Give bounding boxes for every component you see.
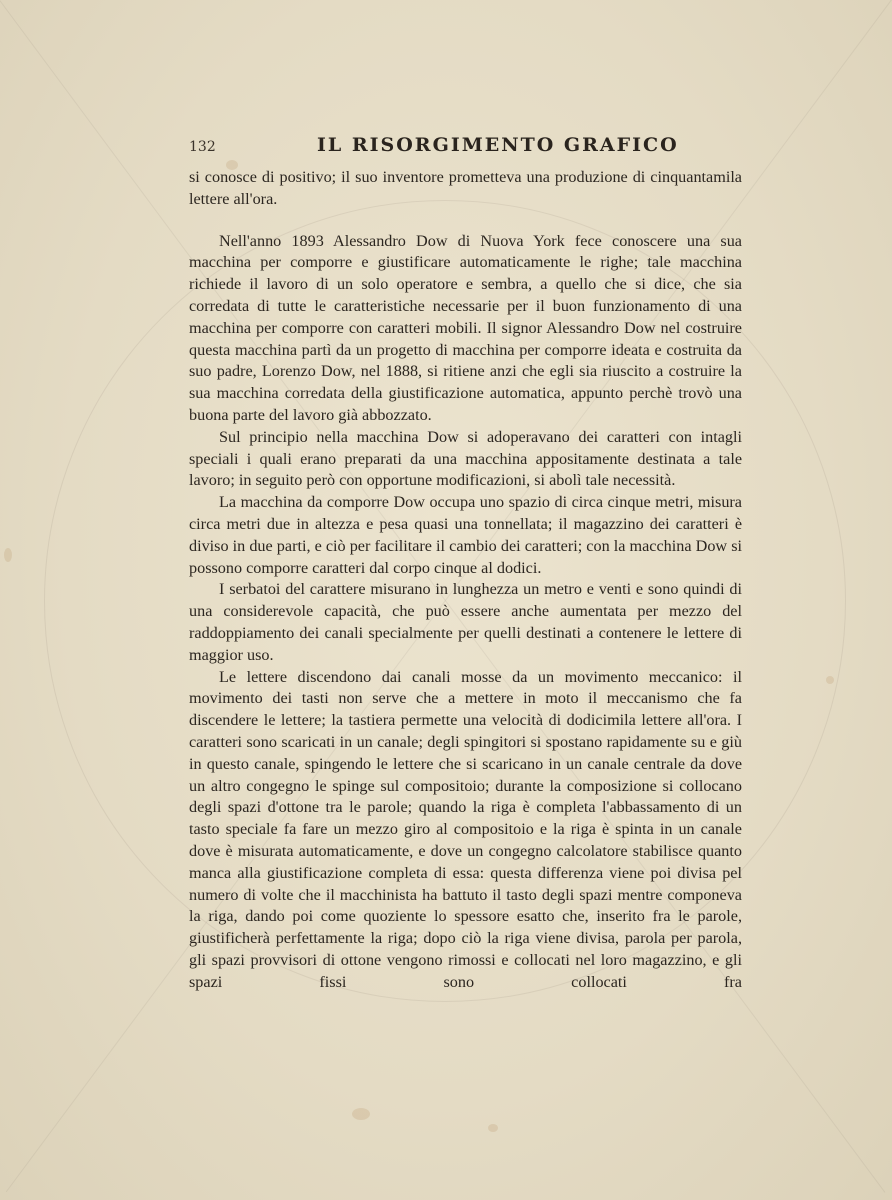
body-text (189, 167, 742, 993)
page-header (189, 134, 742, 160)
foxing-spot (4, 548, 12, 562)
paragraph: Le lettere discendono dai canali mosse da un movimento meccanico: il movimento dei tasti non serve che a mettere in moto il meccanismo che fa discendere le lettere; la tastiera permette una velocità di dodicimila lettere all'ora. I caratteri sono scaricati in un canale; degli spingitori si spostano rapidamente su e giù in questo canale, spingendo le lettere che si scaricano in un canale centrale da dove un altro congegno le spinge sul compositoio; durante la composizione si collocano degli spazi d'ottone tra le parole; quando la riga è completa l'abbassamento di un tasto speciale fa fare un mezzo giro al compositoio e la riga è spinta in un canale dove è misurata automaticamente, e dove un congegno calcolatore stabilisce quanto manca alla giustificazione completa di essa: questa differenza viene poi divisa pel numero di volte che il macchinista ha battuto il tasto degli spazi mentre componeva la riga, dando poi come quoziente lo spessore esatto che, inserito fra le parole, giustificherà perfettamente la riga; dopo ciò la riga viene divisa, parola per parola, gli spazi provvisori di ottone vengono rimossi e collocati nel loro magazzino, e gli spazi fissi sono collocati fra (189, 667, 742, 991)
foxing-spot (352, 1108, 370, 1120)
paragraph: si conosce di positivo; il suo inventore prometteva una produzione di cinquantamila lettere all'ora. (189, 168, 742, 208)
paragraph: I serbatoi del carattere misurano in lunghezza un metro e venti e sono quindi di una considerevole capacità, che può essere anche aumentata per mezzo del raddoppiamento dei canali specialmente per quelli destinati a contenere le lettere di maggior uso. (189, 580, 742, 664)
page-number: 132 (189, 139, 216, 155)
paragraph: La macchina da comporre Dow occupa uno spazio di circa cinque metri, misura circa metri due in altezza e pesa quasi una tonnellata; il magazzino dei caratteri è diviso in due parti, e ciò per facilitare il cambio dei caratteri; con la macchina Dow si possono comporre caratteri dal corpo cinque al dodici. (189, 493, 742, 577)
foxing-spot (826, 676, 834, 684)
paragraph: Nell'anno 1893 Alessandro Dow di Nuova York fece conoscere una sua macchina per comporre e giustificare automaticamente le righe; tale macchina richiede il lavoro di un solo operatore e sembra, a quello che si dice, che sia corredata di tutte le caratteristiche necessarie per il buon funzionamento di una macchina per comporre con caratteri mobili. Il signor Alessandro Dow nel costruire questa macchina partì da un progetto di macchina per comporre ideata e costruita da suo padre, Lorenzo Dow, nel 1888, si ritiene anzi che egli sia riuscito a costruire la sua macchina corredata della giustificazione automatica, appunto perchè trovò una buona parte del lavoro già abbozzato. (189, 231, 742, 424)
paragraph: Sul principio nella macchina Dow si adoperavano dei caratteri con intagli speciali i quali erano preparati da una macchina appositamente destinata a tale lavoro; in seguito però con opportune modificazioni, si abolì tale necessità. (189, 427, 742, 490)
foxing-spot (488, 1124, 498, 1132)
running-title: IL RISORGIMENTO GRAFICO (317, 134, 679, 156)
